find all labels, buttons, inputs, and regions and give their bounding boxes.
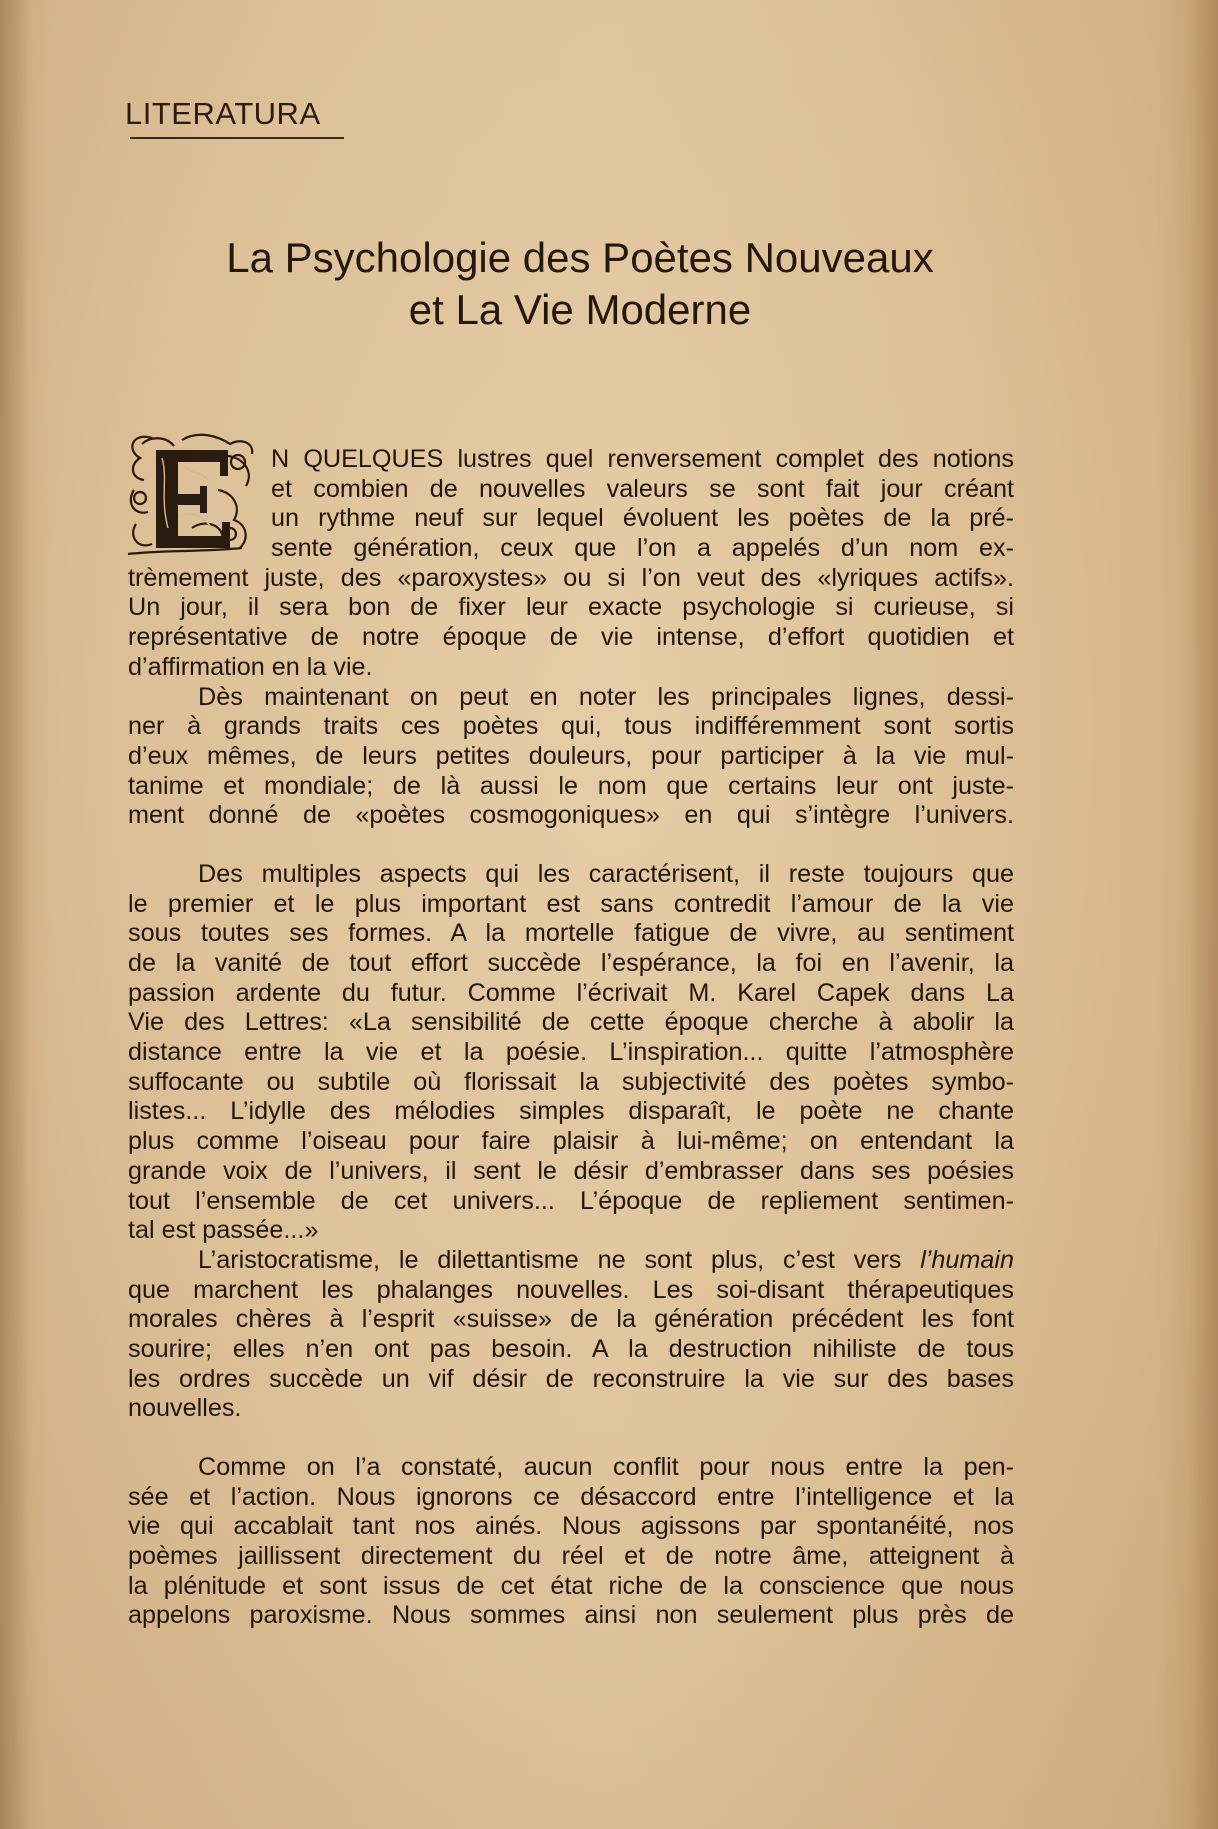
text-line: la plénitude et sont issus de cet état riche de la conscience que nous [128, 1571, 1014, 1600]
paragraph-2 [128, 683, 1014, 831]
section-label: LITERATURA [125, 96, 321, 131]
text-line: tal est passée...» [128, 1216, 319, 1245]
text-line: listes... L’idylle des mélodies simples disparaît, le poète ne chante [128, 1097, 1014, 1126]
paragraph-gap [128, 831, 1014, 860]
text-line: vie qui accablait tant nos ainés. Nous agissons par spontanéité, nos [128, 1512, 1014, 1541]
text-line: Des multiples aspects qui les caractérisent, il reste toujours que [198, 859, 1014, 888]
title-line-2: et La Vie Moderne [408, 286, 752, 333]
paragraph-3 [128, 860, 1014, 1246]
text-line: plus comme l’oiseau pour faire plaisir à lui-même; on entendant la [128, 1127, 1014, 1156]
article-title [130, 232, 1030, 336]
text-line [128, 1246, 1014, 1276]
text-line: suffocante ou subtile où florissait la subjectivité des poètes symbo- [128, 1067, 1014, 1096]
article-body [128, 445, 1014, 1631]
text-line: tanime et mondiale; de là aussi le nom que certains leur ont juste- [128, 771, 1014, 800]
text-line-content: L’aristocratisme, le dilettantisme ne sont plus, c’est vers [198, 1245, 902, 1274]
section-underline [130, 137, 344, 139]
text-line: que marchent les phalanges nouvelles. Les soi-disant thérapeutiques [128, 1275, 1014, 1304]
page-left-edge-shadow [0, 0, 30, 1829]
paragraph-4 [128, 1246, 1014, 1424]
text-line-content: N QUELQUES lustres quel renversement complet des notions [271, 445, 1014, 473]
text-line: d’eux mêmes, de leurs petites douleurs, pour participer à la vie mul- [128, 741, 1014, 770]
page-right-edge-shadow [1190, 0, 1218, 1829]
title-line-1: La Psychologie des Poètes Nouveaux [226, 234, 934, 281]
text-line: tout l’ensemble de cet univers... L’époque de repliement sentimen- [128, 1186, 1014, 1215]
text-line: poèmes jaillissent directement du réel et de notre âme, atteignent à [128, 1542, 1014, 1571]
text-line: sous toutes ses formes. A la mortelle fatigue de vivre, au sentiment [128, 919, 1014, 948]
text-line: distance entre la vie et la poésie. L’inspiration... quitte l’atmosphère [128, 1038, 1014, 1067]
text-line: sente génération, ceux que l’on a appelés d’un nom ex- [271, 534, 1014, 563]
text-line: sourire; elles n’en ont pas besoin. A la destruction nihiliste de tous [128, 1334, 1014, 1363]
text-line: Vie des Lettres: «La sensibilité de cette époque cherche à abolir la [128, 1008, 1014, 1037]
text-line: sée et l’action. Nous ignorons ce désaccord entre l’intelligence et la [128, 1482, 1014, 1511]
text-line: trèmement juste, des «paroxystes» ou si l’on veut des «lyriques actifs». [128, 563, 1014, 592]
text-line: Comme on l’a constaté, aucun conflit pour nous entre la pen- [198, 1453, 1014, 1481]
text-line: et combien de nouvelles valeurs se sont fait jour créant [271, 474, 1014, 503]
text-line: grande voix de l’univers, il sent le désir d’embrasser dans ses poésies [128, 1156, 1014, 1185]
italic-word: l’humain [920, 1245, 1015, 1274]
text-line: le premier et le plus important est sans contredit l’amour de la vie [128, 889, 1014, 918]
text-line: représentative de notre époque de vie intense, d’effort quotidien et [128, 623, 1014, 652]
text-line: Un jour, il sera bon de fixer leur exacte psychologie si curieuse, si [128, 593, 1014, 622]
text-line: ment donné de «poètes cosmogoniques» en qui s’intègre l’univers. [128, 801, 1014, 830]
text-line: appelons paroxisme. Nous sommes ainsi non seulement plus près de [128, 1601, 1014, 1630]
text-line: un rythme neuf sur lequel évoluent les poètes de la pré- [271, 504, 1014, 533]
text-line: morales chères à l’esprit «suisse» de la génération précédent les font [128, 1305, 1014, 1334]
text-line [128, 445, 1014, 475]
text-line: passion ardente du futur. Comme l’écrivait M. Karel Capek dans La [128, 978, 1014, 1007]
text-line: ner à grands traits ces poètes qui, tous indifféremment sont sortis [128, 712, 1014, 741]
paragraph-1 [128, 445, 1014, 683]
text-line: les ordres succède un vif désir de reconstruire la vie sur des bases [128, 1364, 1014, 1393]
paragraph-gap [128, 1424, 1014, 1453]
paragraph-5 [128, 1453, 1014, 1631]
text-line: nouvelles. [128, 1394, 242, 1423]
text-line: Dès maintenant on peut en noter les principales lignes, dessi- [198, 682, 1014, 711]
text-line: d’affirmation en la vie. [128, 652, 373, 681]
text-line: de la vanité de tout effort succède l’espérance, la foi en l’avenir, la [128, 949, 1014, 977]
